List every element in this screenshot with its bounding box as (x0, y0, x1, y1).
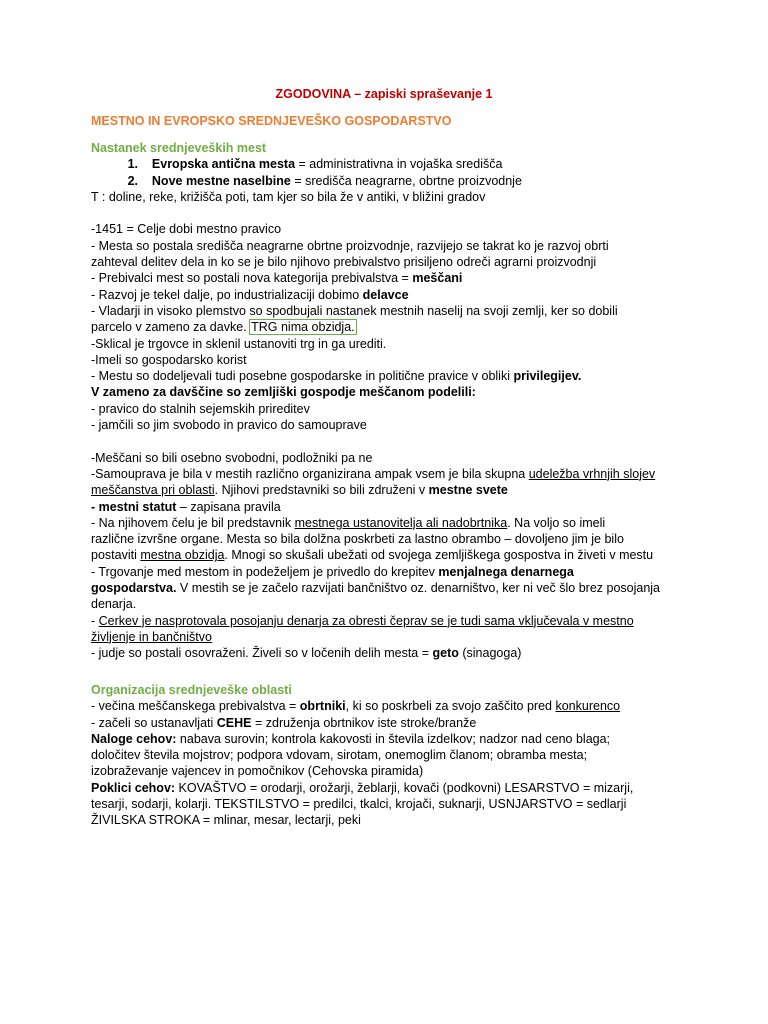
section-nastanek (91, 140, 681, 662)
paragraph-line: meščanstva pri oblasti. Njihovi predstavniki so bili združeni v mestne svete (91, 483, 508, 498)
paragraph-line: - pravico do stalnih sejemskih prireditev (91, 401, 310, 416)
paragraph-line: Poklici cehov: KOVAŠTVO = orodarji, orožarji, žeblarji, kovači (podkovni) LESARSTVO = mizarji, (91, 780, 634, 795)
boxed-note: TRG nima obzidja. (251, 320, 355, 335)
paragraph-line: -Samouprava je bila v mestih različno organizirana ampak vsem je bila skupna udeležba vrhnjih slojev (91, 466, 656, 481)
paragraph-line: Naloge cehov: nabava surovin; kontrola kakovosti in števila izdelkov; nadzor nad ceno blaga; (91, 731, 611, 746)
section-heading: Nastanek srednjeveških mest (91, 141, 267, 155)
paragraph-line: - Prebivalci mest so postali nova kategorija prebivalstva = meščani (91, 271, 463, 286)
paragraph-line: gospodarstva. V mestih se je začelo razvijati bančništvo oz. denarništvo, ker ni več šlo brez posojanja (91, 581, 661, 596)
paragraph-line: -Meščani so bili osebno svobodni, podložniki pa ne (91, 450, 373, 465)
paragraph-line: V zameno za davščine so zemljiški gospodje meščanom podelili: (91, 385, 476, 400)
paragraph-line: izobraževanje vajencev in pomočnikov (Cehovska piramida) (91, 764, 424, 779)
paragraph-line: denarja. (91, 597, 137, 612)
list-number: 1. (127, 157, 138, 172)
paragraph-line: - Mestu so dodeljevali tudi posebne gospodarske in politične pravice v obliki privilegijev. (91, 369, 582, 384)
paragraph-line: - jamčili so jim svobodo in pravico do samouprave (91, 418, 367, 433)
paragraph-line: - Razvoj je tekel dalje, po industrializaciji dobimo delavce (91, 287, 409, 302)
paragraph-line: - Vladarji in visoko plemstvo so spodbujali nastanek mestnih naselij na svoji zemlji, ker so dobili (91, 303, 618, 318)
paragraph-line: ŽIVILSKA STROKA = mlinar, mesar, lectarji, peki (91, 813, 361, 828)
paragraph-line: - judje so postali osovraženi. Živeli so v ločenih delih mesta = geto (sinagoga) (91, 646, 522, 661)
list-text: = središča neagrarne, obrtne proizvodnje (290, 173, 522, 188)
paragraph-line: različne izvršne organe. Mesta so bila dolžna poskrbeti za lastno obrambo – dovoljeno jim je bilo (91, 532, 624, 547)
paragraph-line: določitev števila mojstrov; podpora vdovam, sirotam, onemoglim članom; obramba mesta; (91, 748, 588, 763)
section-heading: Organizacija srednjeveške oblasti (91, 683, 292, 697)
paragraph-line: -Imeli so gospodarsko korist (91, 352, 247, 367)
paragraph-line: -Sklical je trgovce in sklenil ustanoviti trg in ga urediti. (91, 336, 387, 351)
list-item (91, 156, 681, 172)
paragraph-line: tesarji, sodarji, kolarji. TEKSTILSTVO = predilci, tkalci, krojači, suknarji, USNJARSTVO = sedlarji (91, 797, 627, 812)
paragraph-line: življenje in bančništvo (91, 629, 212, 644)
paragraph-line: postaviti mestna obzidja. Mnogi so skušali ubežati od svojega zemljiškega gospostva in živeti v mestu (91, 548, 654, 563)
paragraph-line: -1451 = Celje dobi mestno pravico (91, 222, 282, 237)
section-organizacija (91, 682, 681, 829)
paragraph-line: T : doline, reke, križišča poti, tam kjer so bila že v antiki, v bližini gradov (91, 189, 486, 204)
paragraph-line: parcelo v zameno za davke. TRG nima obzidja. (91, 320, 355, 335)
paragraph-line: - Mesta so postala središča neagrarne obrtne proizvodnje, razvijejo se takrat ko je razvoj obrti (91, 238, 609, 253)
paragraph-line: - Trgovanje med mestom in podeželjem je privedlo do krepitev menjalnega denarnega (91, 564, 574, 579)
list-number: 2. (127, 173, 138, 188)
paragraph-line: zahteval delitev dela in ko se je bilo njihovo prebivalstvo prisiljeno odreči agrarni proizvodnji (91, 255, 597, 270)
paragraph-line: - začeli so ustanavljati CEHE = združenja obrtnikov iste stroke/branže (91, 715, 477, 730)
list-text: = administrativna in vojaška središča (295, 157, 503, 172)
document-title: ZGODOVINA – zapiski spraševanje 1 (275, 87, 493, 101)
paragraph-line: - Na njihovem čelu je bil predstavnik mestnega ustanovitelja ali nadobrtnika. Na voljo so imeli (91, 515, 606, 530)
main-heading: MESTNO IN EVROPSKO SREDNJEVEŠKO GOSPODARSTVO (91, 114, 452, 128)
paragraph-line: - Cerkev je nasprotovala posojanju denarja za obresti čeprav se je tudi sama vključevala v mestno (91, 613, 634, 628)
paragraph-line: - večina meščanskega prebivalstva = obrtniki, ki so poskrbeli za svojo zaščito pred konkurenco (91, 699, 621, 714)
list-item (91, 173, 681, 189)
list-term: Nove mestne naselbine (151, 173, 291, 188)
paragraph-line: - mestni statut – zapisana pravila (91, 499, 281, 514)
list-term: Evropska antična mesta (151, 157, 296, 172)
